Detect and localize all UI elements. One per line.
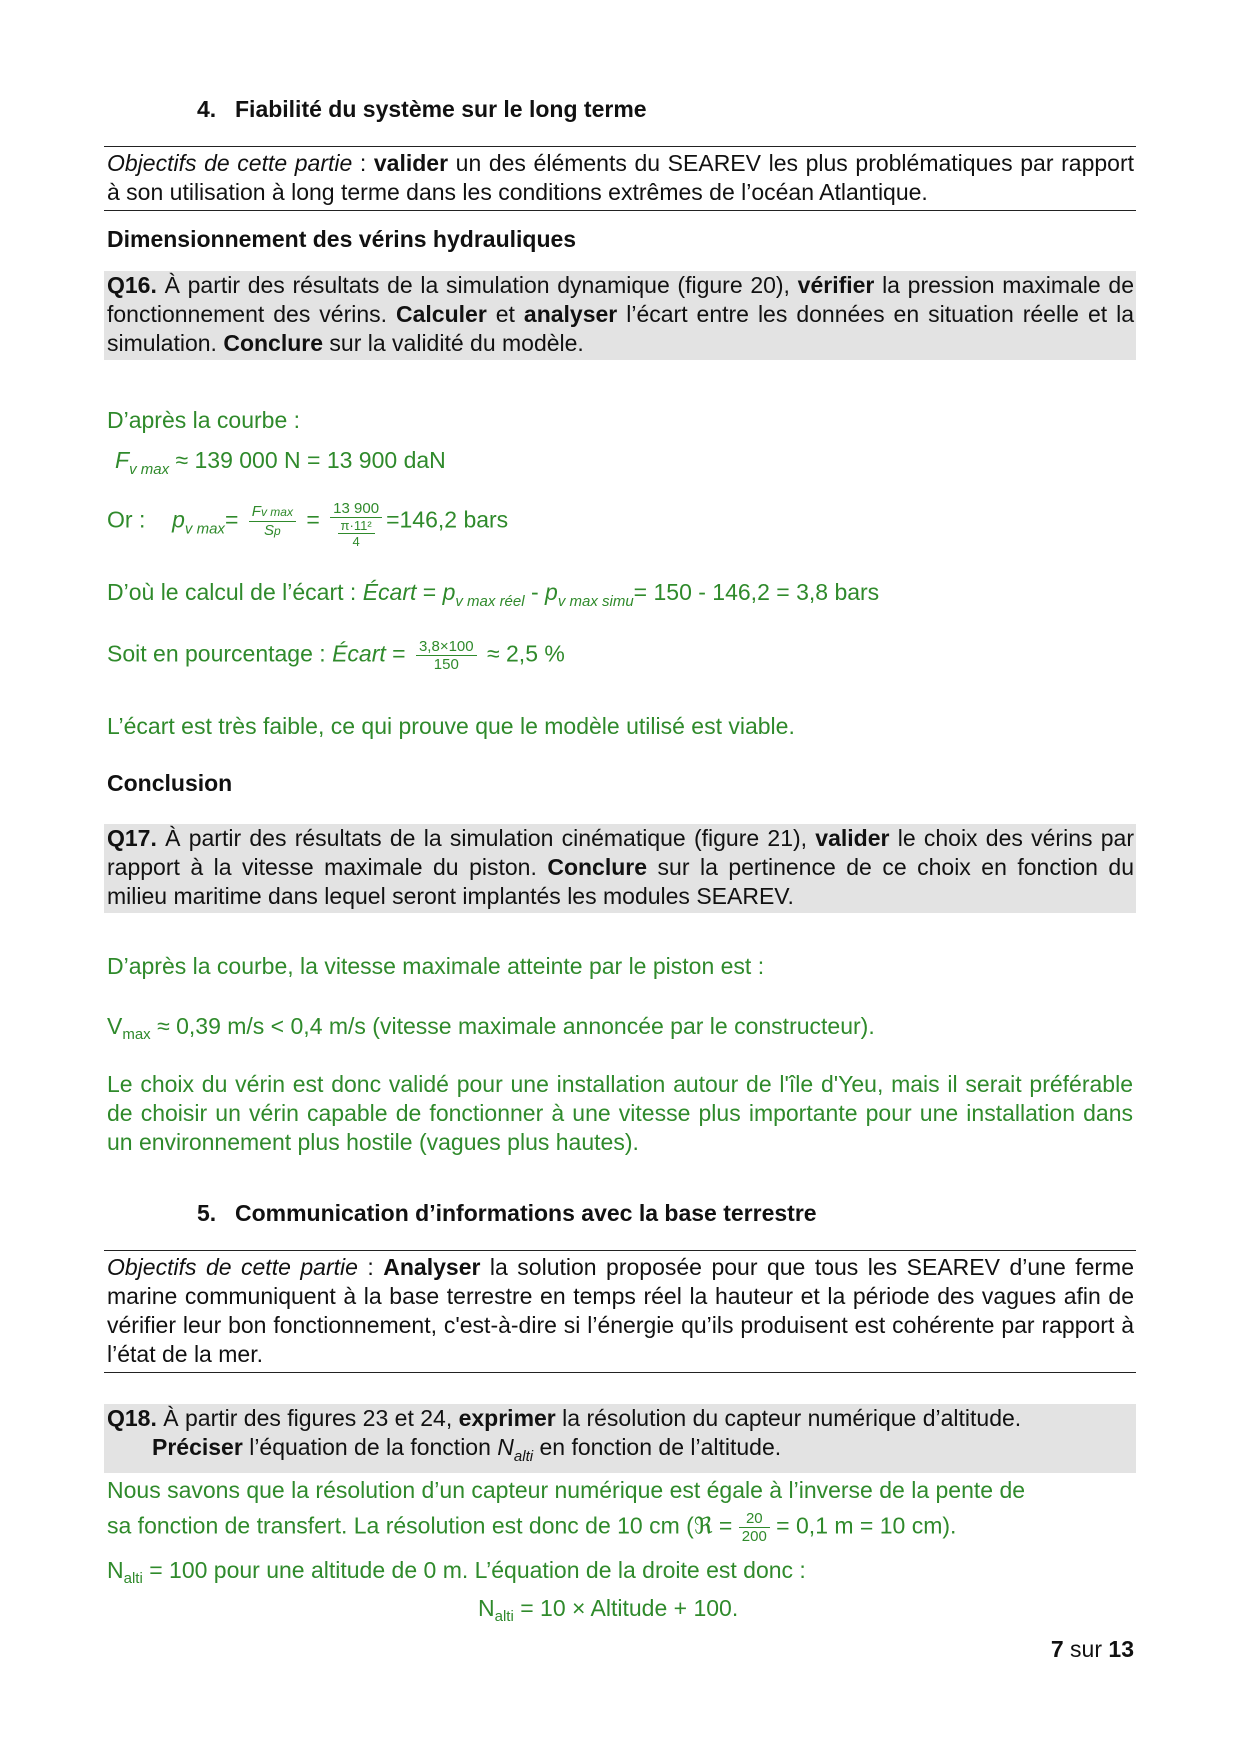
- question-q18: [104, 1404, 1136, 1473]
- objective-label: Objectifs de cette partie: [107, 150, 353, 176]
- objective-text: un des éléments du SEAREV les plus problématiques par rapport à son utilisation à long terme dans les conditions extrêmes de l’océan Atlantique.: [107, 150, 1134, 205]
- q18-n-subscript: alti: [513, 1448, 534, 1465]
- q16-label: Q16.: [107, 272, 157, 298]
- q18-text-2: la résolution du capteur numérique d’altitude.: [555, 1405, 1022, 1431]
- q18-n-symbol: N: [497, 1434, 514, 1460]
- q18-label: Q18.: [107, 1405, 157, 1431]
- a18-line-2a: sa fonction de transfert. La résolution est donc de 10 cm (ℜ =: [107, 1512, 739, 1539]
- q18-text-3: l’équation de la fonction: [242, 1434, 498, 1460]
- fraction-force-over-section: [249, 503, 296, 540]
- frac1-num-sub: v max: [260, 505, 293, 519]
- page-total: 13: [1108, 1636, 1134, 1662]
- v-text: ≈ 0,39 m/s < 0,4 m/s (vitesse maximale annoncée par le constructeur).: [150, 1013, 875, 1039]
- subsection-title-verins: Dimensionnement des vérins hydrauliques: [107, 226, 577, 252]
- or-label: Or :: [107, 506, 146, 533]
- fraction-pi-area: [338, 518, 375, 549]
- q17-verb-1: valider: [815, 825, 890, 851]
- objective-5-label: Objectifs de cette partie: [107, 1254, 358, 1280]
- pct-ecart-word: Écart: [332, 640, 386, 667]
- a16-intro: D’après la courbe :: [107, 407, 301, 433]
- p-simu-symbol: p: [545, 579, 558, 605]
- section-5-number: 5.: [197, 1200, 217, 1226]
- p-reel-subscript: v max réel: [455, 593, 525, 610]
- force-value: ≈ 139 000 N = 13 900 daN: [169, 447, 446, 473]
- ecart-eq: =: [416, 579, 443, 605]
- a18-line-3-text: = 100 pour une altitude de 0 m. L’équation de la droite est donc :: [142, 1557, 806, 1583]
- a16-percentage: [107, 638, 565, 673]
- pct-intro: Soit en pourcentage :: [107, 640, 333, 667]
- objective-sep: :: [352, 150, 374, 176]
- a16-ecart: [107, 578, 879, 616]
- q18-verb-1: exprimer: [458, 1405, 556, 1431]
- force-subscript: v max: [129, 461, 170, 478]
- q16-verb-3: analyser: [523, 301, 618, 327]
- objective-verb: valider: [373, 150, 449, 176]
- a18-n-subscript: alti: [123, 1570, 143, 1587]
- a18-eq-text: = 10 × Altitude + 100.: [513, 1595, 739, 1621]
- pressure-result: =146,2 bars: [386, 506, 509, 533]
- p-reel-symbol: p: [442, 579, 456, 605]
- page-current: 7: [1050, 1636, 1064, 1662]
- q16-verb-4: Conclure: [223, 330, 324, 356]
- frac1-num-symbol: F: [251, 503, 261, 520]
- ecart-result: = 150 - 146,2 = 3,8 bars: [633, 579, 880, 605]
- q18-verb-2: Préciser: [152, 1434, 243, 1460]
- q18-text-1: À partir des figures 23 et 24,: [156, 1405, 459, 1431]
- objective-5-verb: Analyser: [383, 1254, 481, 1280]
- minus-sign: -: [524, 579, 546, 605]
- section-5-objective: [104, 1250, 1136, 1373]
- q16-text-1: À partir des résultats de la simulation dynamique (figure 20),: [156, 272, 798, 298]
- q17-label: Q17.: [107, 825, 157, 851]
- a18-frac-num: 20: [739, 1510, 770, 1528]
- section-5-title: Communication d’informations avec la base terrestre: [235, 1200, 817, 1226]
- a16-conclusion: L’écart est très faible, ce qui prouve que le modèle utilisé est viable.: [107, 713, 795, 739]
- page-number: [1040, 1636, 1134, 1663]
- a16-force: [115, 446, 446, 484]
- q16-text-2: la pression maximale de fonctionnement des vérins.: [107, 272, 1134, 327]
- force-symbol: F: [115, 447, 130, 473]
- objective-5-text: la solution proposée pour que tous les SEAREV d’une ferme marine communiquent à la base terrestre en temps réel la hauteur et la période des vagues afin de vérifier leur bon fonctionnement, c'est-à-dire si l’énergie qu’ils produisent est cohérente par rapport à l’état de la mer.: [107, 1254, 1135, 1367]
- pct-num: 3,8×100: [416, 638, 477, 656]
- pressure-symbol: p: [172, 506, 185, 533]
- a18-eq-n-subscript: alti: [494, 1608, 514, 1625]
- frac1-den-symbol: S: [264, 522, 275, 539]
- pct-eq: =: [385, 640, 412, 667]
- pressure-subscript: v max: [184, 520, 225, 538]
- a18-equation: [478, 1594, 738, 1631]
- page-sep: sur: [1063, 1636, 1109, 1662]
- q17-text-1: À partir des résultats de la simulation cinématique (figure 21),: [156, 825, 816, 851]
- fraction-numeric: [330, 500, 382, 549]
- subsection-title-conclusion: Conclusion: [107, 770, 233, 796]
- fraction-resolution: [739, 1510, 770, 1545]
- frac2-den-num: π·11²: [338, 518, 375, 534]
- frac1-den-sub: p: [274, 524, 281, 538]
- q16-verb-2: Calculer: [396, 301, 487, 327]
- q18-text-4: en fonction de l’altitude.: [533, 1434, 782, 1460]
- q17-text-3: sur la pertinence de ce choix en fonction du milieu maritime dans lequel seront implantés les modules SEAREV.: [107, 854, 1134, 909]
- a18-frac-den: 200: [741, 1528, 767, 1545]
- p-simu-subscript: v max simu: [557, 593, 634, 610]
- a17-conclusion: Le choix du vérin est donc validé pour une installation autour de l'île d'Yeu, mais il serait préférable de choisir un vérin capable de fonctionner à une vitesse plus importante pour une installation dans un environnement plus hostile (vagues plus hautes).: [107, 1071, 1133, 1155]
- question-q17: [104, 824, 1136, 913]
- v-symbol: V: [107, 1013, 123, 1039]
- frac2-num: 13 900: [330, 500, 382, 518]
- section-5-heading: [197, 1200, 817, 1227]
- q17-text-2: le choix des vérins par rapport à la vitesse maximale du piston.: [107, 825, 1134, 880]
- section-4-number: 4.: [197, 96, 217, 122]
- q16-text-4: l’écart entre les données en situation réelle et la simulation.: [107, 301, 1134, 356]
- question-q16: [104, 271, 1136, 360]
- pct-result: ≈ 2,5 %: [487, 640, 565, 667]
- q16-text-5: sur la validité du modèle.: [323, 330, 584, 356]
- equals-2: =: [306, 506, 320, 533]
- a18-line-3: [107, 1556, 806, 1593]
- v-subscript: max: [122, 1026, 151, 1043]
- q16-text-3: et: [486, 301, 524, 327]
- q16-verb-1: vérifier: [797, 272, 875, 298]
- frac2-den-den: 4: [352, 534, 360, 549]
- a18-n-symbol: N: [107, 1557, 124, 1583]
- fraction-percentage: [416, 638, 477, 673]
- a18-eq-n-symbol: N: [478, 1595, 495, 1621]
- equals-1: =: [224, 506, 239, 533]
- pct-den: 150: [433, 656, 459, 673]
- section-4-heading: [197, 96, 647, 123]
- a18-line-2: [107, 1510, 956, 1545]
- a17-vmax: [107, 1012, 875, 1049]
- ecart-word: Écart: [362, 579, 417, 605]
- a17-intro: D’après la courbe, la vitesse maximale atteinte par le piston est :: [107, 953, 765, 979]
- a18-line-2b: = 0,1 m = 10 cm).: [769, 1512, 957, 1539]
- a18-line-1: Nous savons que la résolution d’un capteur numérique est égale à l’inverse de la pente de: [107, 1477, 1026, 1503]
- section-4-objective: [104, 146, 1136, 211]
- section-4-title: Fiabilité du système sur le long terme: [235, 96, 647, 122]
- ecart-intro: D’où le calcul de l’écart :: [107, 579, 363, 605]
- q17-verb-2: Conclure: [547, 854, 648, 880]
- objective-5-sep: :: [357, 1254, 384, 1280]
- a16-pressure-formula: [107, 494, 508, 549]
